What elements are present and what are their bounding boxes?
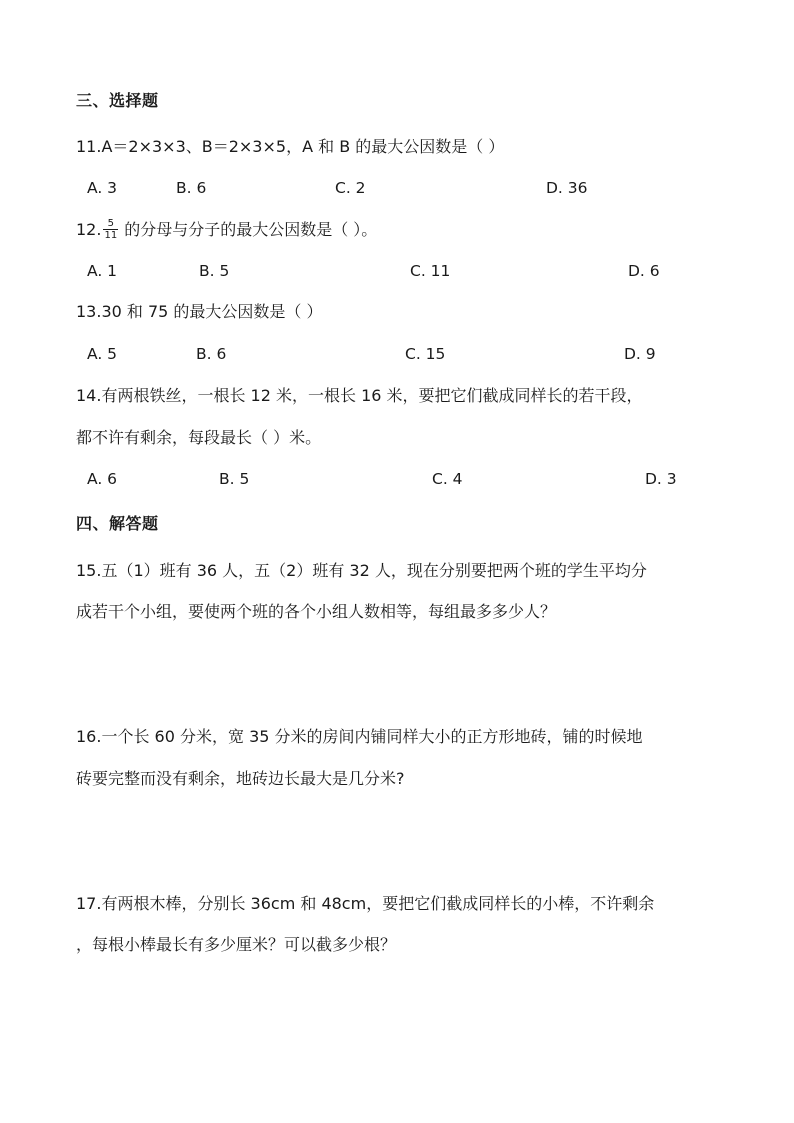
q12-fraction-numerator: 5	[103, 218, 118, 230]
q13-option-d: D. 9	[624, 345, 656, 363]
question-15-line-2: 成若干个小组，要使两个班的各个小组人数相等，每组最多多少人？	[76, 602, 557, 621]
q11-option-c: C. 2	[335, 179, 366, 197]
q12-option-c: C. 11	[410, 262, 451, 280]
q12-option-b: B. 5	[199, 262, 230, 280]
q11-option-a: A. 3	[87, 179, 118, 197]
question-16-line-2: 砖要完整而没有剩余，地砖边长最大是几分米?	[76, 769, 405, 788]
question-12	[76, 219, 377, 242]
q14-option-d: D. 3	[645, 470, 677, 488]
question-15-line-1: 15.五（1）班有 36 人，五（2）班有 32 人，现在分别要把两个班的学生平均分	[76, 561, 647, 580]
question-14-line-2: 都不许有剩余，每段最长（ ）米。	[76, 428, 322, 447]
q14-option-c: C. 4	[432, 470, 463, 488]
section-title-answer: 四、解答题	[76, 514, 159, 533]
question-11: 11.A＝2×3×3、B＝2×3×5，A 和 B 的最大公因数是（ ）	[76, 137, 505, 156]
section-title-choice: 三、选择题	[76, 91, 159, 110]
q13-option-a: A. 5	[87, 345, 118, 363]
q12-fraction-denominator: 11	[104, 230, 118, 241]
q13-option-c: C. 15	[405, 345, 446, 363]
q11-option-b: B. 6	[176, 179, 207, 197]
question-17-line-1: 17.有两根木棒，分别长 36cm 和 48cm，要把它们截成同样长的小棒，不许剩余	[76, 894, 655, 913]
question-17-line-2: ，每根小棒最长有多少厘米？可以截多少根？	[76, 935, 397, 954]
question-13: 13.30 和 75 的最大公因数是（ ）	[76, 302, 323, 321]
q12-fraction	[103, 218, 118, 241]
q12-prefix: 12.	[76, 220, 102, 239]
question-14-line-1: 14.有两根铁丝，一根长 12 米，一根长 16 米，要把它们截成同样长的若干段，	[76, 386, 643, 405]
q12-suffix: 的分母与分子的最大公因数是（ ）。	[124, 220, 378, 239]
q12-option-d: D. 6	[628, 262, 660, 280]
question-16-line-1: 16.一个长 60 分米，宽 35 分米的房间内铺同样大小的正方形地砖，铺的时候地	[76, 727, 643, 746]
q14-option-b: B. 5	[219, 470, 250, 488]
q14-option-a: A. 6	[87, 470, 118, 488]
q13-option-b: B. 6	[196, 345, 227, 363]
q12-option-a: A. 1	[87, 262, 118, 280]
q11-option-d: D. 36	[546, 179, 588, 197]
